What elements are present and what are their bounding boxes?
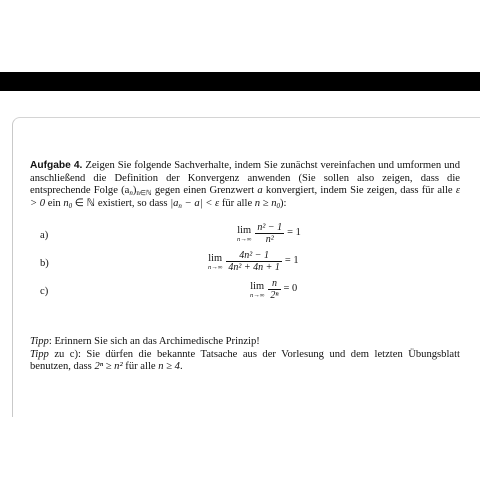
numerator: n² − 1: [257, 222, 283, 233]
limit-value: = 0: [283, 283, 298, 295]
exercise-items: [30, 222, 460, 306]
intro-text-2: gegen einen Grenzwert: [151, 185, 258, 196]
intro-text-4: ein: [45, 197, 64, 209]
exercise-item-b: [30, 250, 460, 278]
lim-operator: lim n→∞: [237, 224, 252, 243]
limit-formula: [250, 278, 297, 301]
numerator: 4n² − 1: [239, 250, 270, 261]
hint-1: Tipp: Erinnern Sie sich an das Archimedische Prinzip!: [30, 336, 260, 347]
limit-symbol: a: [257, 185, 263, 196]
lim-operator: lim n→∞: [250, 280, 265, 299]
denominator: 2ⁿ: [270, 290, 279, 301]
hint-inequality: 2ⁿ ≥ n²: [94, 361, 123, 372]
fraction: [268, 278, 280, 301]
denominator: 4n² + 4n + 1: [228, 262, 280, 273]
denominator: n²: [265, 234, 274, 245]
limit-formula: [237, 222, 301, 245]
intro-text-6: für alle: [219, 197, 255, 209]
fraction: [226, 250, 282, 273]
intro-text-7: ):: [280, 197, 287, 209]
limit-value: = 1: [284, 255, 299, 267]
item-label: b): [40, 258, 49, 269]
intro-text-1: Zeigen Sie folgende Sachverhalte, indem Sie zunächst vereinfachen und umformen und anschließend die Definition der Konvergenz anwenden (Sie sollen also zeigen, dass die entsprechende Folge: [30, 160, 460, 196]
intro-text-5: ∈ ℕ existiert, so dass: [72, 197, 171, 209]
n0-symbol: $n_0$: [63, 197, 73, 210]
exercise-content: [30, 160, 460, 374]
limit-formula: [208, 250, 299, 273]
intro-text-3: konvergiert, indem Sie zeigen, dass für alle: [262, 185, 456, 196]
top-black-bar: [0, 72, 480, 91]
exercise-intro: [30, 160, 460, 210]
exercise-item-c: [30, 278, 460, 306]
hint-condition: n ≥ 4: [158, 361, 180, 372]
epsilon-condition: ε > 0: [30, 185, 461, 209]
item-label: a): [40, 230, 49, 241]
hint-2: Tipp zu c): Sie dürfen die bekannte Tatsache aus der Vorlesung und dem letzten Übungsblatt benutzen, dass 2ⁿ ≥ n² für alle n ≥ 4.: [30, 348, 460, 372]
numerator: n: [271, 278, 277, 289]
fraction: [255, 222, 284, 245]
exercise-item-a: [30, 222, 460, 250]
sequence-symbol: $(a_n)_{n\in ℕ}$: [121, 185, 152, 197]
lim-operator: lim n→∞: [208, 252, 223, 271]
limit-value: = 1: [287, 227, 301, 239]
abs-inequality: $|a_n - a| < \varepsilon$: [170, 197, 220, 210]
hints: [30, 336, 460, 374]
n-condition: $n \ge n_0$: [254, 197, 281, 210]
item-label: c): [40, 286, 49, 297]
exercise-title: Aufgabe 4.: [30, 160, 83, 171]
